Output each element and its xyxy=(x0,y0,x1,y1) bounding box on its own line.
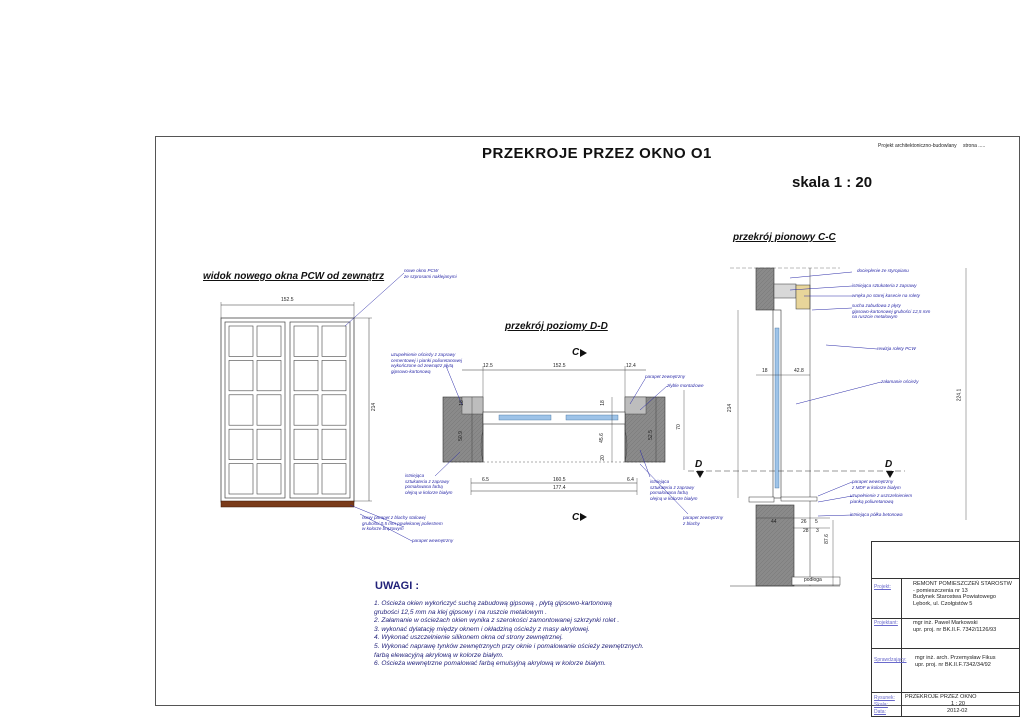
glass-vertical xyxy=(775,328,779,488)
dim-h-bot-total: 177.4 xyxy=(553,485,566,491)
horizontal-section-title: przekrój poziomy D-D xyxy=(505,321,608,332)
tb-rysunek-value: PRZEKROJE PRZEZ OKNO xyxy=(905,694,977,700)
notes-item: 1. Ościeża okien wykończyć suchą zabudową gipsową , płytą gipsowo-kartonową xyxy=(374,600,612,607)
sill-wall xyxy=(756,505,794,586)
cut-arrow-right xyxy=(886,471,894,478)
tb-projekt-line: Budynek Starostwa Powiatowego xyxy=(913,594,997,601)
tb-sprawdzajacy-line: mgr inż. arch. Przemysław Fikus xyxy=(915,655,996,661)
page-label: strona ..... xyxy=(963,143,986,149)
window-pane xyxy=(229,395,253,425)
window-pane xyxy=(257,429,281,459)
tb-projektant-line: mgr inż. Paweł Markowski xyxy=(913,620,978,626)
dim-h-b: 50.9 xyxy=(457,431,464,441)
dim-h-bot-right: 6.4 xyxy=(627,477,634,483)
glass-right xyxy=(566,415,618,420)
tb-sprawdzajacy-label: Sprawdzający: xyxy=(874,657,907,663)
window-pane xyxy=(229,464,253,494)
window-pane xyxy=(229,360,253,390)
note-parapet-zew: parapet zewnętrzny xyxy=(645,374,686,379)
window-pane xyxy=(257,360,281,390)
sheet-title: PRZEKROJE PRZEZ OKNO O1 xyxy=(482,145,712,162)
dim-h-e: 52.5 xyxy=(647,430,654,440)
note-putty-right: istniejąca sztukateria z zaprawy pomalowana farbą olejną w kolorze białym xyxy=(650,479,698,501)
note-styro: docieplenie ze styropianu xyxy=(857,268,909,273)
notes-item: farbą elewacyjną akrylową w kolorze białym. xyxy=(374,651,504,659)
tb-rysunek-label: Rysunek: xyxy=(874,695,895,701)
note-putty-left: istniejąca sztukateria z zaprawy pomalowana farbą olejną w kolorze białym xyxy=(405,473,453,495)
vertical-section-title: przekrój pionowy C-C xyxy=(733,232,836,243)
title-block xyxy=(871,541,1020,717)
note-v-fill: uzupełnienie z uszczelnieniem pianką poliuretanową xyxy=(850,493,913,504)
dim-elev-height: 214 xyxy=(371,402,378,412)
dim-h-d: 45.6 xyxy=(598,433,605,443)
tb-projekt-label: Projekt: xyxy=(874,584,891,590)
tb-projektant-label: Projektant: xyxy=(874,620,898,626)
window-pane xyxy=(257,395,281,425)
left-sash xyxy=(225,322,285,498)
tb-data-value: 2012-02 xyxy=(947,708,968,714)
dim-h-top-mid: 152.5 xyxy=(553,363,566,369)
elevation-title: widok nowego okna PCW od zewnątrz xyxy=(203,271,385,282)
tb-projektant-value xyxy=(913,620,996,633)
note-break: załamanie ościeży xyxy=(881,379,919,384)
tb-skala-value: 1 : 20 xyxy=(951,701,965,707)
lintel-wall xyxy=(756,268,774,310)
note-v-putty: istniejąca sztukateria z zaprawy xyxy=(852,283,917,288)
inner-sill xyxy=(781,497,817,501)
scale-label: skala 1 : 20 xyxy=(792,174,873,191)
notes-heading: UWAGI : xyxy=(375,580,419,592)
tb-sprawdzajacy-line: upr. proj. nr BK.II.F.7342/34/92 xyxy=(915,661,991,668)
notes-list xyxy=(374,600,644,669)
notes-item: 4. Wykonać uszczelnienie silikonem okna od strony zewnętrznej. xyxy=(374,634,564,642)
tb-sprawdzajacy-value xyxy=(915,655,996,668)
right-sash xyxy=(290,322,350,498)
note-parapet-zew-bottom: parapet zewnętrzny z blachy xyxy=(683,515,724,526)
window-pane xyxy=(322,360,346,390)
dim-v-a: 18 xyxy=(762,368,768,374)
dim-elev-width: 152.5 xyxy=(281,297,294,303)
tb-data-label: Data: xyxy=(874,709,886,715)
window-pane xyxy=(322,395,346,425)
dim-v-f: 28 xyxy=(803,528,809,534)
glass-left xyxy=(499,415,551,420)
dim-h-top-left: 12.5 xyxy=(483,363,493,369)
note-grill: rewizja rolety PCW xyxy=(877,346,916,351)
tb-projekt-line: - pomieszczenia nr 13 xyxy=(913,587,968,594)
note-v-slab: istniejąca półka betonowa xyxy=(850,512,903,517)
exterior-sill-brown xyxy=(221,501,354,507)
dim-h-c: 18 xyxy=(599,400,606,406)
note-fill: uzupełnienie ościeży z zaprawy cementowej i pianki poliuretanowej wykończone od zewnątrz płytą gipsowo-kartonową xyxy=(391,352,462,374)
dim-v-height: 214 xyxy=(727,403,734,413)
cut-label-c-bottom: C xyxy=(572,512,580,523)
window-pane xyxy=(294,464,318,494)
window-pane xyxy=(322,326,346,356)
window-pane xyxy=(294,429,318,459)
notes-item: 5. Wykonać naprawę tynków zewnętrznych przy oknie i pomalowanie ościeży zewnętrznych. xyxy=(374,642,644,650)
cut-arrow-bottom xyxy=(580,513,587,521)
tb-projekt-line: REMONT POMIESZCZEŃ STAROSTW xyxy=(913,581,1012,587)
window-pane xyxy=(322,464,346,494)
dim-v-c: 44 xyxy=(771,519,777,525)
dim-h-bot-left: 6.5 xyxy=(482,477,489,483)
window-pane xyxy=(294,326,318,356)
note-drywall: sucha zabudowa z płyty gipsowo-kartonowej grubości 12,5 mm na ruszcie metalowym xyxy=(852,303,931,320)
dim-h-f: 20 xyxy=(599,455,606,461)
notes-item: 6. Ościeża wewnętrzne pomalować farbą emulsyjną akrylową w kolorze białym. xyxy=(374,660,606,668)
note-foam: złyble montażowe xyxy=(667,383,704,388)
notes-item: 3. wykonać dylatację między oknem i okładziną ościeży z masy akrylowej. xyxy=(374,625,590,633)
note-exterior-sill: nowy parapet z blachy stalowej grubości 0,5 mm powlekanej poliestrem w kolorze brązowym xyxy=(362,515,443,532)
dim-v-g: 3 xyxy=(816,528,819,534)
window-outer-frame xyxy=(221,318,354,502)
cut-arrow-top xyxy=(580,349,587,357)
dim-h-bot-mid: 160.5 xyxy=(553,477,566,483)
window-elevation xyxy=(221,273,412,541)
notes-item: grubości 12,5 mm na klej gipsowy i na ruszcie metalowym . xyxy=(374,608,547,616)
tb-projektant-line: upr. proj. nr BK.II.F. 7342/1126/93 xyxy=(913,626,997,633)
cut-arrow-left xyxy=(696,471,704,478)
cut-label-d-left: D xyxy=(695,459,703,470)
dim-v-b: 42.8 xyxy=(794,368,804,374)
window-pane xyxy=(257,326,281,356)
dim-v-d: 26 xyxy=(801,519,807,525)
note-inner-sill: parapet wewnętrzny xyxy=(412,538,454,543)
tb-projekt-line: Lębork, ul. Czołgistów 5 xyxy=(913,600,973,607)
dim-v-e: 5 xyxy=(815,519,818,525)
tb-projekt-value xyxy=(913,581,1012,607)
cut-label-c-top: C xyxy=(572,347,580,358)
window-pane xyxy=(322,429,346,459)
window-pane xyxy=(294,395,318,425)
dim-h-a: 18 xyxy=(458,400,465,406)
dim-v-h: 87.6 xyxy=(823,534,830,544)
note-new-window: nowe okno PCW ze szprosami naklejanymi xyxy=(404,268,457,279)
dim-h-g: 70 xyxy=(675,424,682,430)
window-pane xyxy=(257,464,281,494)
window-pane xyxy=(229,326,253,356)
window-pane xyxy=(294,360,318,390)
notes-item: 2. Załamanie w ościeżach okien wynika z szerokości zamontowanej szkrzynki rolet . xyxy=(374,617,620,625)
roller-box xyxy=(774,284,796,298)
cut-label-d-right: D xyxy=(885,459,893,470)
note-floor: podłoga xyxy=(804,577,822,583)
dim-h-top-right: 12.4 xyxy=(626,363,636,369)
tb-skala-label: Skala: xyxy=(874,702,888,708)
window-pane xyxy=(229,429,253,459)
project-type: Projekt architektoniczno-budowlany xyxy=(878,143,957,149)
note-v-inner-sill: parapet wewnętrzny z MDF w kolorze białym xyxy=(852,479,901,490)
note-box: wnęka po starej kasecie na rolety xyxy=(852,293,920,298)
dim-v-total: 224.1 xyxy=(956,388,963,402)
